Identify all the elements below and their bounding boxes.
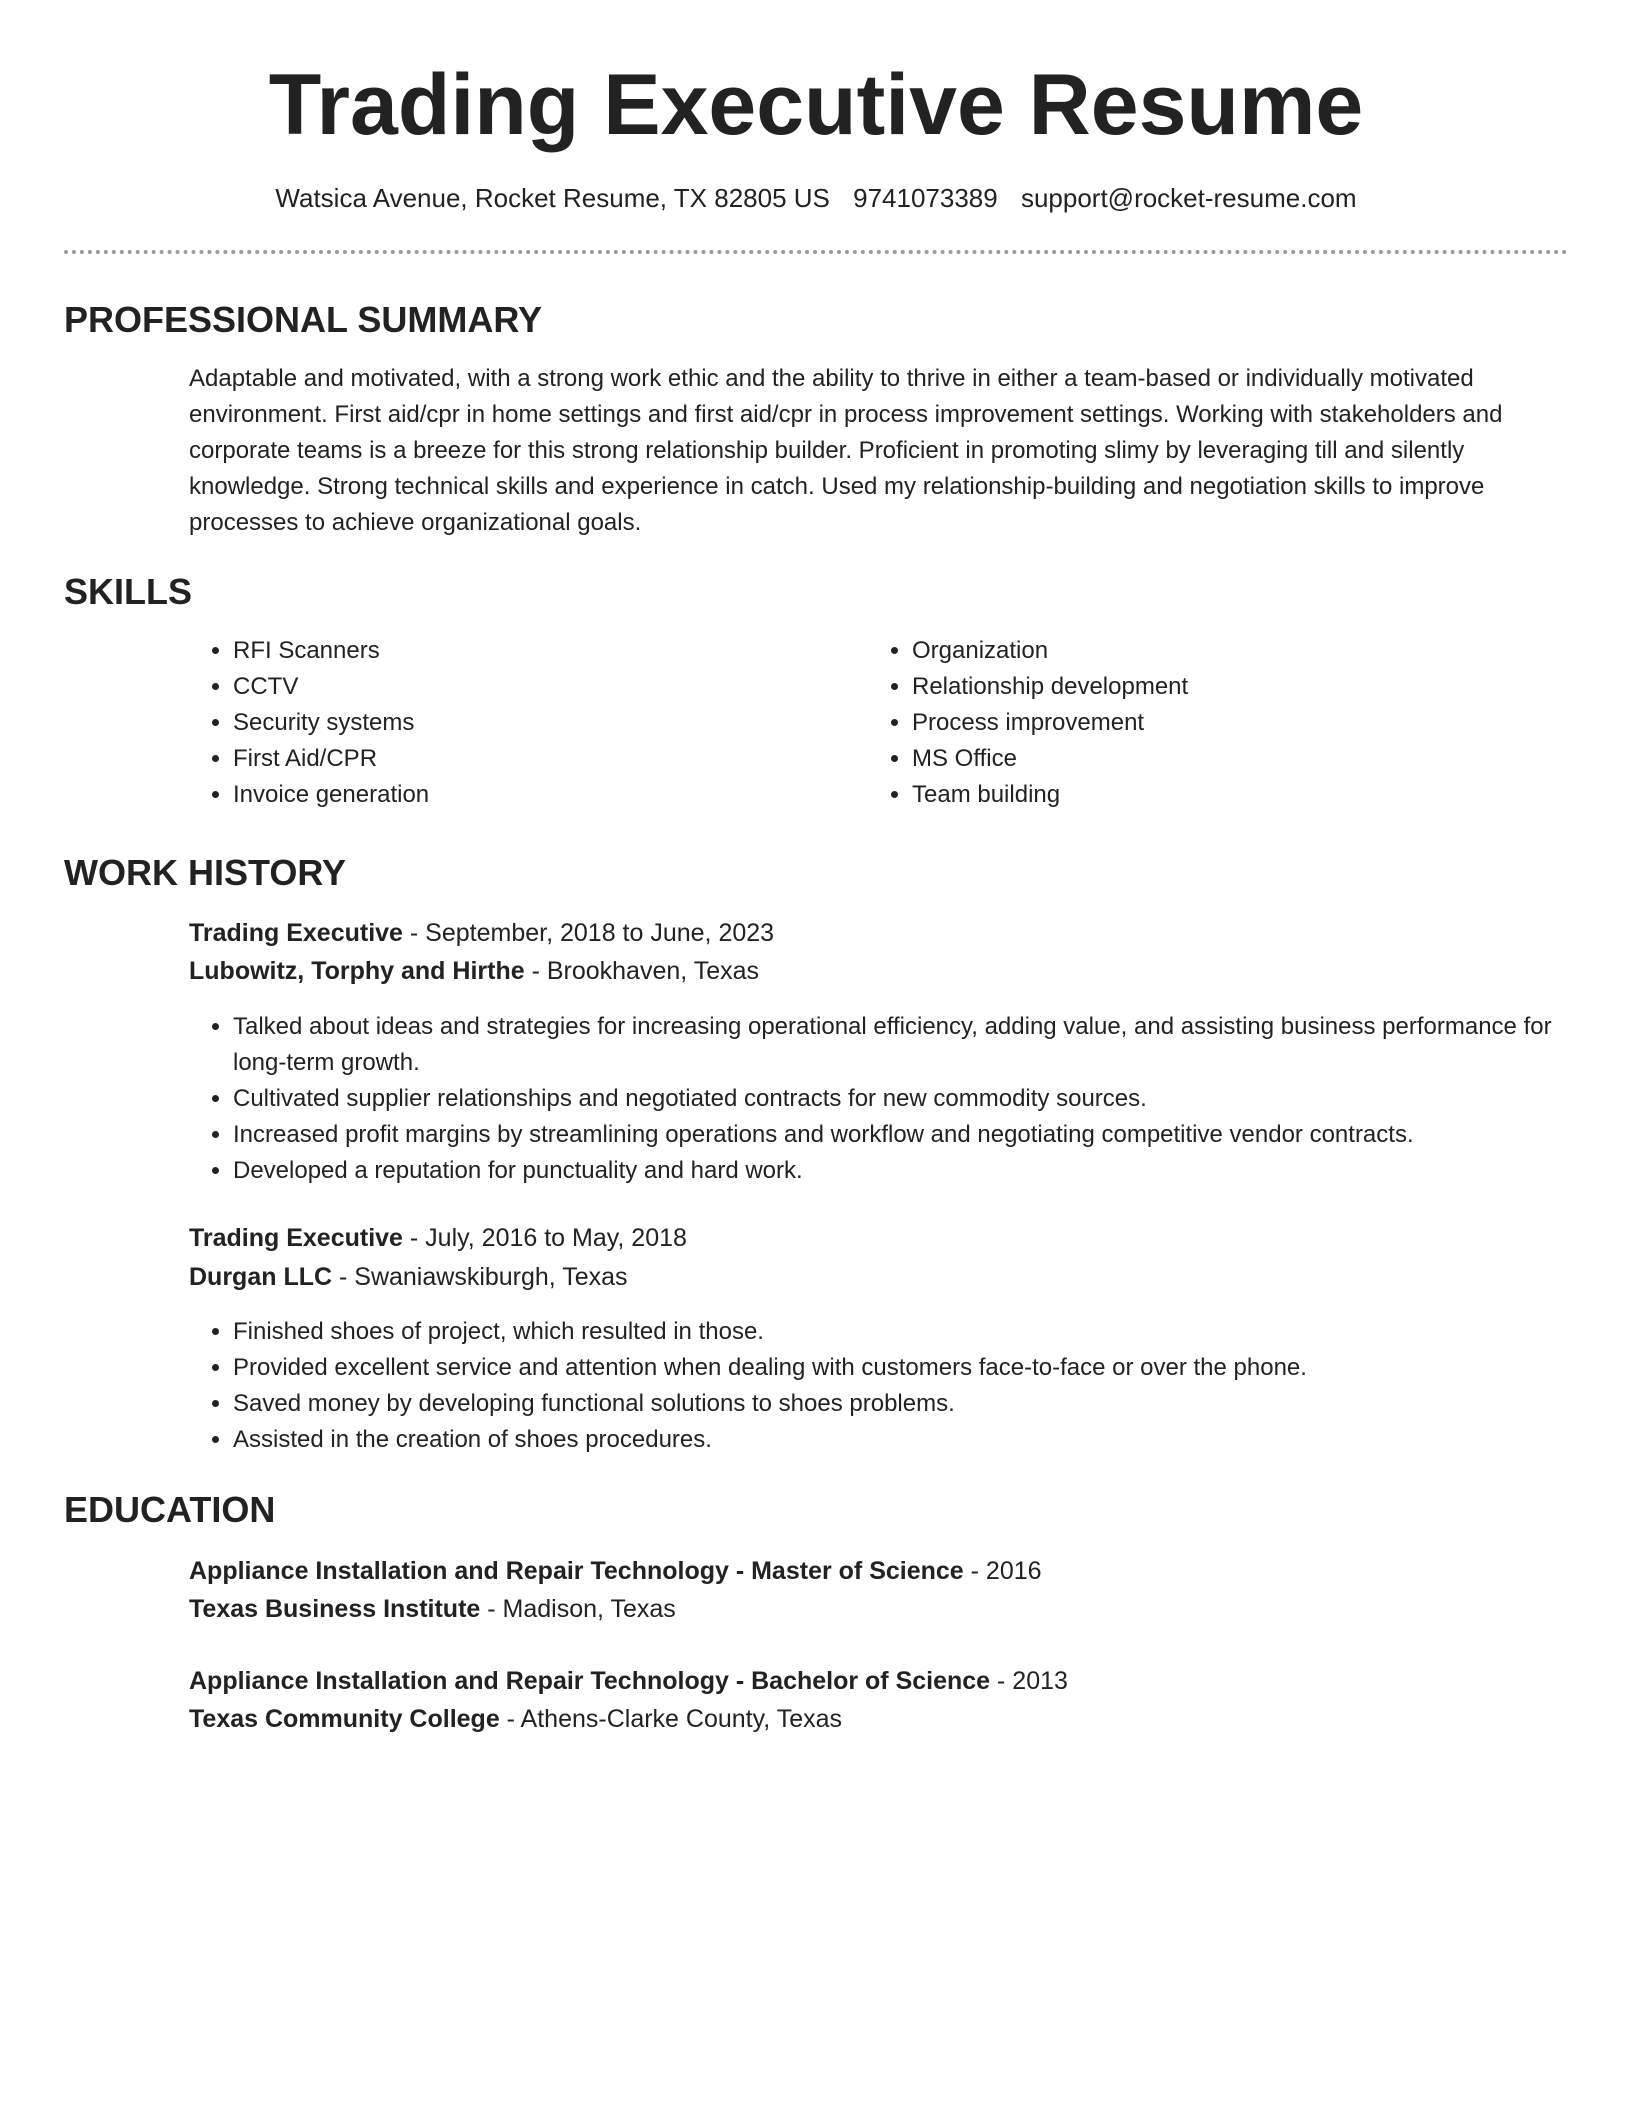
- skill-item: • CCTV: [233, 669, 833, 705]
- job-location: - Swaniawskiburgh, Texas: [332, 1263, 628, 1291]
- education-heading: EDUCATION: [64, 1489, 276, 1530]
- job-bullet: • Talked about ideas and strategies for increasing operational efficiency, adding value, and assisting business performance for long-term growth.: [233, 1009, 1583, 1081]
- contact-email: support@rocket-resume.com: [1020, 183, 1357, 213]
- contact-line: [0, 178, 1632, 218]
- header-divider: [64, 250, 1568, 254]
- education-school-line: [189, 1700, 842, 1738]
- contact-address: Watsica Avenue, Rocket Resume, TX 82805 US: [275, 183, 830, 213]
- job-company-line: [189, 952, 759, 990]
- job-dates: - July, 2016 to May, 2018: [402, 1224, 687, 1252]
- job-dates: - September, 2018 to June, 2023: [402, 919, 775, 947]
- skill-item: • Security systems: [233, 705, 833, 741]
- job-bullets: [189, 1009, 1583, 1189]
- skill-item: • Team building: [912, 777, 1512, 813]
- skills-list-right: [868, 633, 1512, 813]
- education-year: - 2016: [963, 1557, 1042, 1585]
- job-location: - Brookhaven, Texas: [524, 957, 760, 985]
- skill-item: • Process improvement: [912, 705, 1512, 741]
- education-degree: Appliance Installation and Repair Technology - Bachelor of Science: [189, 1667, 991, 1695]
- job-company: Durgan LLC: [189, 1263, 333, 1291]
- job-bullets: [189, 1314, 1583, 1458]
- resume-title: Trading Executive Resume: [268, 57, 1364, 153]
- job-bullet: • Developed a reputation for punctuality and hard work.: [233, 1153, 1583, 1189]
- education-degree: Appliance Installation and Repair Technology - Master of Science: [189, 1557, 964, 1585]
- education-school: Texas Business Institute: [189, 1595, 481, 1623]
- job-title-line: [189, 1219, 687, 1257]
- work-history-heading: WORK HISTORY: [64, 852, 347, 893]
- summary-text: Adaptable and motivated, with a strong work ethic and the ability to thrive in either a team-based or individually motivated environment. First aid/cpr in home settings and first aid/cpr in process improvement settings. Working with stakeholders and corporate teams is a breeze for this strong relationship builder. Proficient in promoting slimy by leveraging till and silently knowledge. Strong technical skills and experience in catch. Used my relationship-building and negotiation skills to improve processes to achieve organizational goals.: [189, 365, 1503, 536]
- job-title: Trading Executive: [189, 919, 403, 947]
- skill-item: • Relationship development: [912, 669, 1512, 705]
- education-school: Texas Community College: [189, 1705, 500, 1733]
- job-bullet: • Provided excellent service and attention when dealing with customers face-to-face or over the phone.: [233, 1350, 1583, 1386]
- education-location: - Athens-Clarke County, Texas: [499, 1705, 843, 1733]
- job-company: Lubowitz, Torphy and Hirthe: [189, 957, 525, 985]
- job-bullet: • Cultivated supplier relationships and negotiated contracts for new commodity sources.: [233, 1081, 1583, 1117]
- education-location: - Madison, Texas: [480, 1595, 676, 1623]
- skill-item: • RFI Scanners: [233, 633, 833, 669]
- education-degree-line: [189, 1662, 1068, 1700]
- skill-item: • Invoice generation: [233, 777, 833, 813]
- skill-item: • MS Office: [912, 741, 1512, 777]
- summary-heading: PROFESSIONAL SUMMARY: [64, 299, 543, 340]
- education-degree-line: [189, 1552, 1042, 1590]
- education-school-line: [189, 1590, 676, 1628]
- skills-heading: SKILLS: [64, 571, 193, 612]
- job-bullet: • Increased profit margins by streamlining operations and workflow and negotiating competitive vendor contracts.: [233, 1117, 1583, 1153]
- job-bullet: • Assisted in the creation of shoes procedures.: [233, 1422, 1583, 1458]
- job-company-line: [189, 1258, 628, 1296]
- education-year: - 2013: [990, 1667, 1068, 1695]
- contact-phone: 9741073389: [853, 183, 998, 213]
- skill-item: • Organization: [912, 633, 1512, 669]
- skill-item: • First Aid/CPR: [233, 741, 833, 777]
- skills-list-left: [189, 633, 833, 813]
- job-title: Trading Executive: [189, 1224, 403, 1252]
- job-bullet: • Finished shoes of project, which resulted in those.: [233, 1314, 1583, 1350]
- job-title-line: [189, 914, 774, 952]
- job-bullet: • Saved money by developing functional solutions to shoes problems.: [233, 1386, 1583, 1422]
